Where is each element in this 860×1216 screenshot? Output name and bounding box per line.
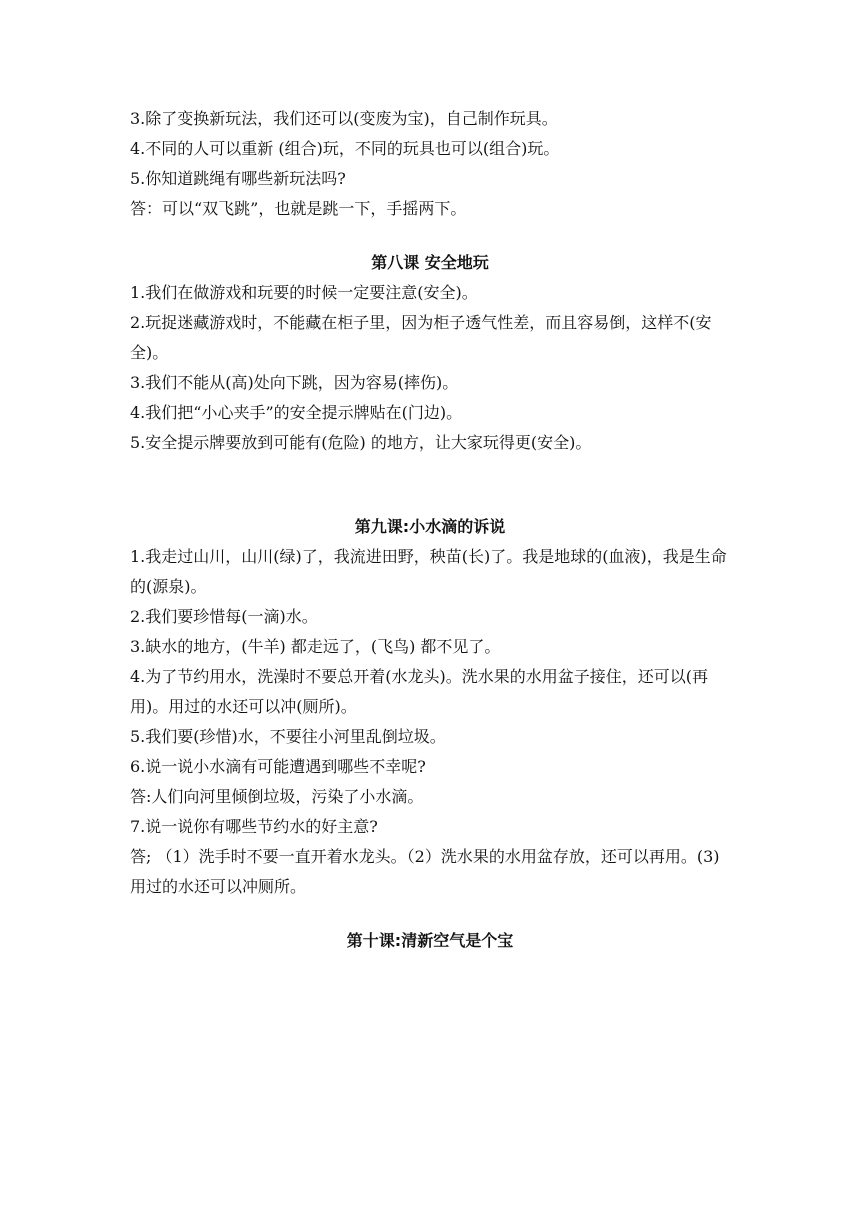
lesson9-item-6: 6.说一说小水滴有可能遭遇到哪些不幸呢?: [130, 757, 426, 776]
lesson9-answer-6: 答:人们向河里倾倒垃圾，污染了小水滴。: [130, 787, 424, 806]
lesson7-item-3: 3.除了变换新玩法，我们还可以(变废为宝)，自己制作玩具。: [130, 109, 558, 128]
lesson7-item-4: 4.不同的人可以重新 (组合)玩，不同的玩具也可以(组合)玩。: [130, 139, 560, 158]
lesson8-item-1: 1.我们在做游戏和玩要的时候一定要注意(安全)。: [130, 283, 478, 302]
lesson9-item-5: 5.我们要(珍惜)水，不要往小河里乱倒垃圾。: [130, 727, 446, 746]
document-page: [130, 104, 730, 956]
lesson8-item-3: 3.我们不能从(高)处向下跳，因为容易(摔伤)。: [130, 373, 459, 392]
lesson7-answer: 答：可以“双飞跳”，也就是跳一下，手摇两下。: [130, 199, 467, 218]
lesson9-title: 第九课:小水滴的诉说: [354, 517, 506, 536]
spacer: [130, 224, 730, 248]
lesson8-item-5: 5.安全提示牌要放到可能有(危险) 的地方，让大家玩得更(安全)。: [130, 433, 592, 452]
lesson7-item-5: 5.你知道跳绳有哪些新玩法吗?: [130, 169, 346, 188]
spacer: [130, 902, 730, 926]
lesson10-title: 第十课:清新空气是个宝: [346, 931, 514, 950]
lesson9-item-7: 7.说一说你有哪些节约水的好主意?: [130, 817, 378, 836]
lesson8-item-2: 2.玩捉迷藏游戏时，不能藏在柜子里，因为柜子透气性差，而且容易倒，这样不(安全)。: [130, 313, 712, 362]
lesson9-answer-7: 答; （1）洗手时不要一直开着水龙头。（2）洗水果的水用盆存放，还可以再用。(3)用过的水还可以冲厕所。: [130, 847, 720, 896]
lesson9-item-1: 1.我走过山川，山川(绿)了，我流进田野，秧苗(长)了。我是地球的(血液)，我是生命的(源泉)。: [130, 547, 727, 596]
lesson8-title: 第八课 安全地玩: [371, 253, 489, 272]
lesson9-item-3: 3.缺水的地方，(牛羊) 都走远了，(飞鸟) 都不见了。: [130, 637, 501, 656]
lesson9-item-2: 2.我们要珍惜每(一滴)水。: [130, 607, 318, 626]
lesson9-item-4: 4.为了节约用水，洗澡时不要总开着(水龙头)。洗水果的水用盆子接住，还可以(再用)。用过的水还可以冲(厕所)。: [130, 667, 708, 716]
spacer: [130, 458, 730, 512]
lesson8-item-4: 4.我们把“小心夹手”的安全提示牌贴在(门边)。: [130, 403, 463, 422]
